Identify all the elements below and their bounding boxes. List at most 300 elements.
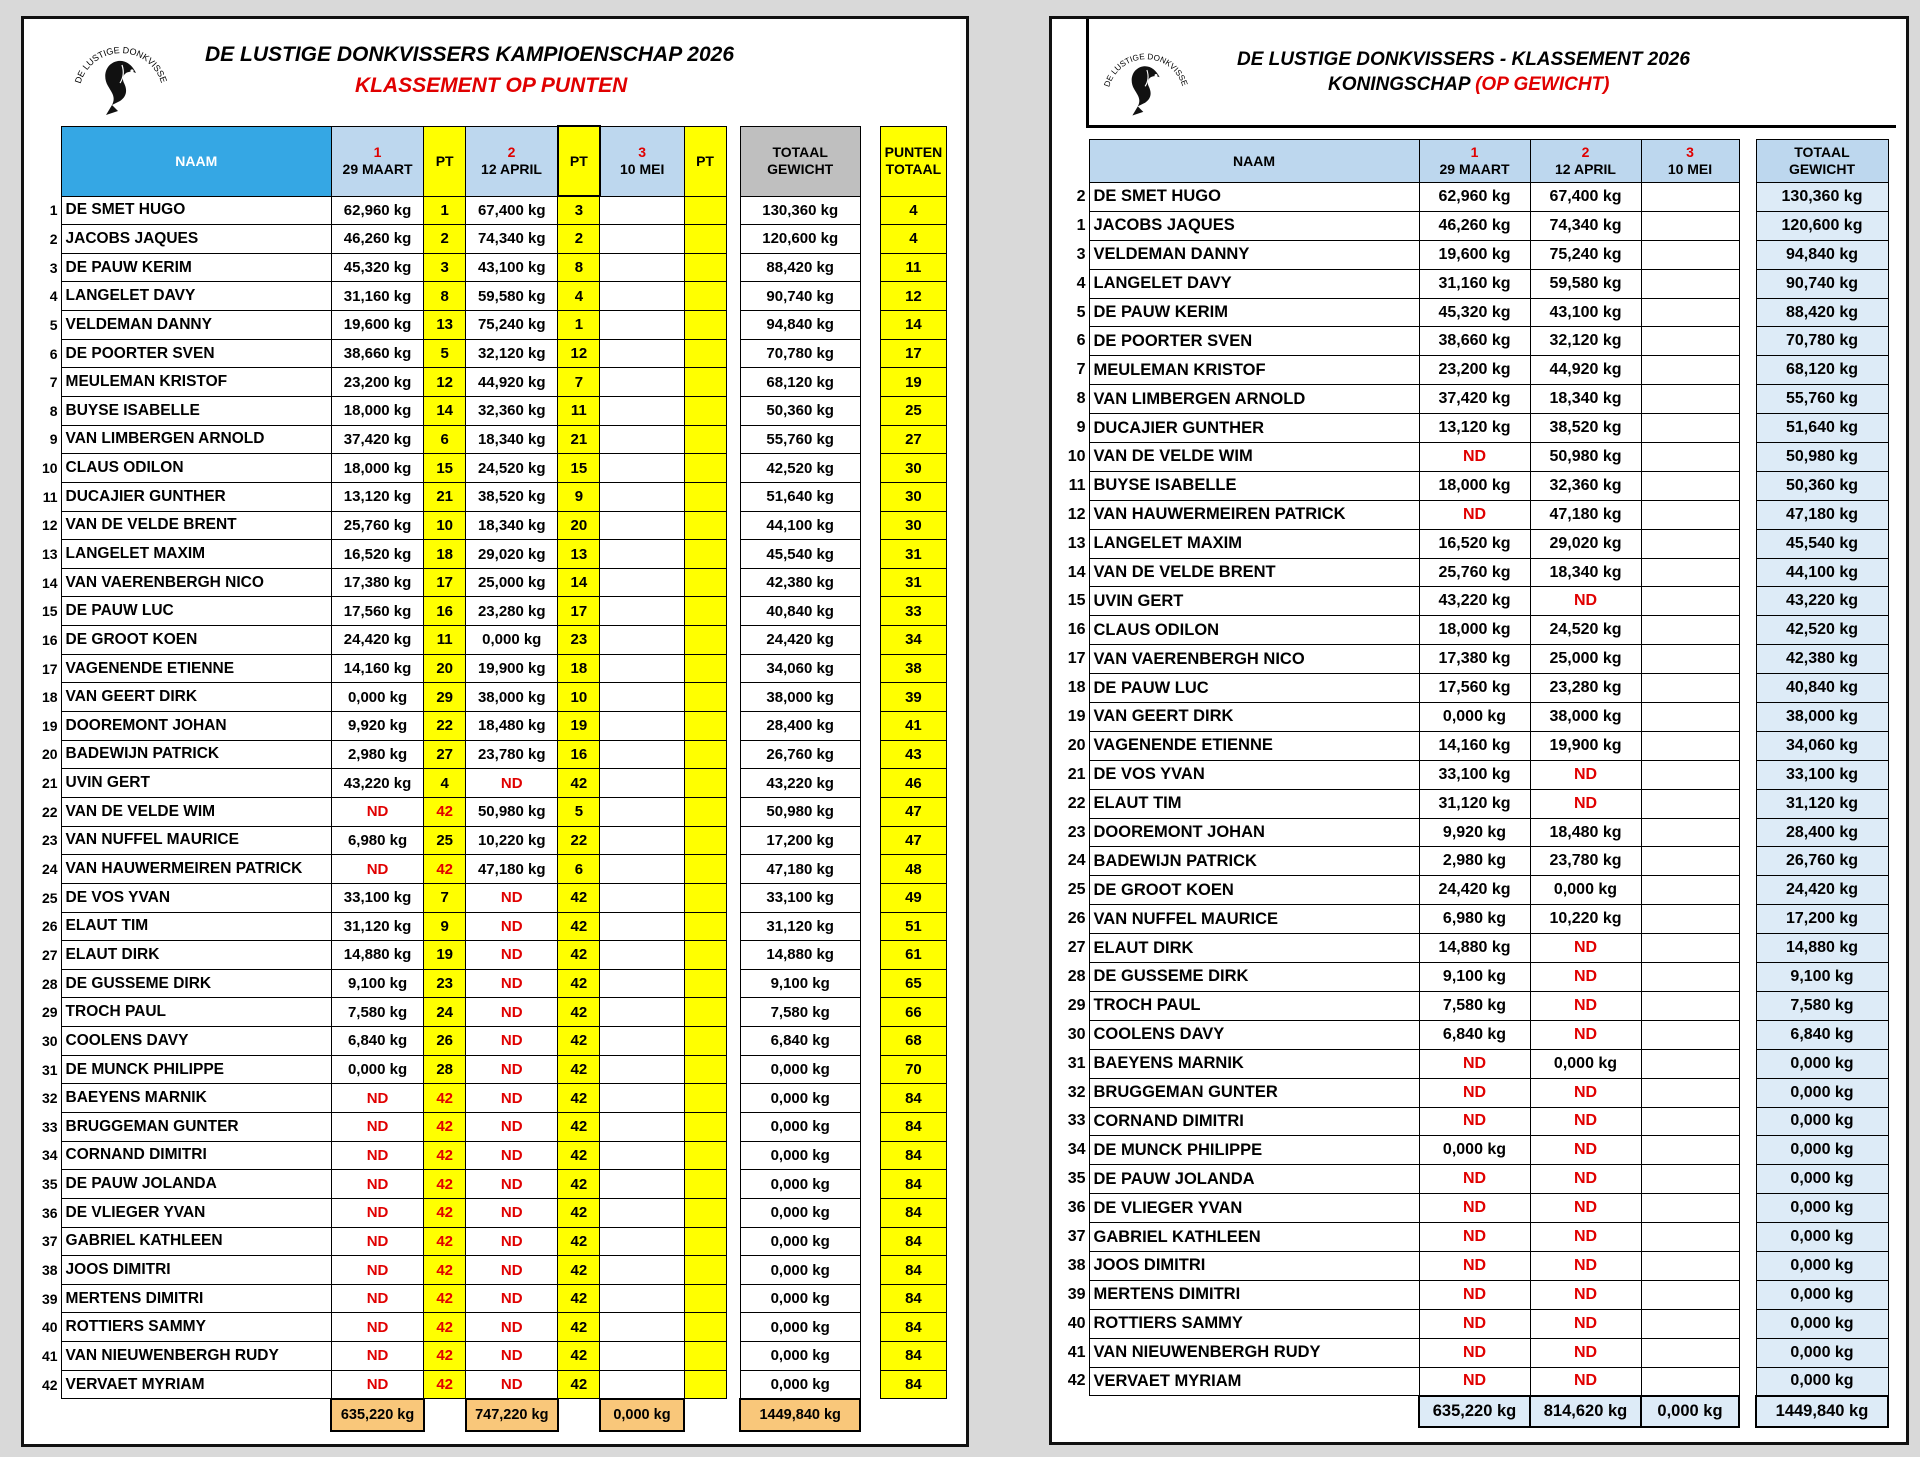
rank-number: 5 xyxy=(1076,303,1086,321)
weight-round-3 xyxy=(1641,674,1739,703)
header-totaal-gewicht: TOTAAL GEWICHT xyxy=(740,126,860,196)
angler-name: VAN NIEUWENBERGH RUDY xyxy=(61,1342,331,1371)
rank-number: 10 xyxy=(1067,447,1086,465)
weight-round-3 xyxy=(1641,1367,1739,1396)
weight-round-3 xyxy=(1641,414,1739,443)
weight-round-3 xyxy=(1641,1280,1739,1309)
angler-name: DE PAUW LUC xyxy=(1089,674,1419,703)
weight-round-1: 6,980 kg xyxy=(331,826,423,855)
points-round-1: 18 xyxy=(424,540,466,569)
points-round-1: 19 xyxy=(424,941,466,970)
rank-number: 12 xyxy=(1067,505,1086,523)
weight-round-1: ND xyxy=(331,1227,423,1256)
table-row xyxy=(1052,211,1888,240)
weight-round-1: 37,420 kg xyxy=(1419,385,1530,414)
rank-number: 32 xyxy=(1067,1083,1086,1101)
total-points: 27 xyxy=(880,425,946,454)
club-logo xyxy=(1096,39,1196,121)
rank-number: 16 xyxy=(1067,621,1086,639)
rank-number: 14 xyxy=(41,574,58,591)
points-round-2: 19 xyxy=(558,712,600,741)
total-weight: 42,520 kg xyxy=(1756,616,1888,645)
total-weight: 0,000 kg xyxy=(740,1113,860,1142)
angler-name: LANGELET MAXIM xyxy=(1089,529,1419,558)
table-row xyxy=(1052,183,1888,212)
weight-round-2: ND xyxy=(466,769,558,798)
weight-round-2: 29,020 kg xyxy=(466,540,558,569)
header-divider xyxy=(1086,125,1896,128)
points-round-1: 8 xyxy=(424,282,466,311)
points-round-2: 42 xyxy=(558,769,600,798)
points-round-3 xyxy=(684,1227,726,1256)
table-row xyxy=(1052,558,1888,587)
points-round-3 xyxy=(684,482,726,511)
angler-name: VERVAET MYRIAM xyxy=(61,1370,331,1399)
table-row xyxy=(27,1141,947,1170)
footer-total-round-3: 0,000 kg xyxy=(600,1399,684,1431)
weight-round-2: ND xyxy=(466,998,558,1027)
weight-round-3 xyxy=(600,540,684,569)
header-naam: NAAM xyxy=(61,126,331,196)
rank-number: 27 xyxy=(1067,939,1086,957)
table-row xyxy=(1052,731,1888,760)
rank-number: 14 xyxy=(1067,563,1086,581)
weight-round-1: ND xyxy=(1419,1338,1530,1367)
weight-round-1: 25,760 kg xyxy=(331,511,423,540)
total-weight: 0,000 kg xyxy=(740,1284,860,1313)
rank-number: 15 xyxy=(41,603,58,620)
angler-name: BAEYENS MARNIK xyxy=(1089,1049,1419,1078)
total-points: 46 xyxy=(880,769,946,798)
weight-round-3 xyxy=(1641,703,1739,732)
table-row xyxy=(27,597,947,626)
weight-round-2: 23,780 kg xyxy=(1530,847,1641,876)
weight-round-1: 6,840 kg xyxy=(1419,1020,1530,1049)
total-weight: 43,220 kg xyxy=(1756,587,1888,616)
rank-number: 40 xyxy=(1067,1314,1086,1332)
weight-round-2: ND xyxy=(466,1198,558,1227)
rank-number: 33 xyxy=(41,1118,58,1135)
points-round-2: 42 xyxy=(558,998,600,1027)
total-weight: 130,360 kg xyxy=(740,196,860,225)
total-weight: 28,400 kg xyxy=(1756,818,1888,847)
weight-round-3 xyxy=(600,511,684,540)
angler-name: DOOREMONT JOHAN xyxy=(1089,818,1419,847)
total-weight: 120,600 kg xyxy=(1756,211,1888,240)
weight-round-3 xyxy=(600,597,684,626)
weight-round-3 xyxy=(600,740,684,769)
total-weight: 33,100 kg xyxy=(740,883,860,912)
total-points: 84 xyxy=(880,1084,946,1113)
table-row xyxy=(1052,587,1888,616)
rank-number: 11 xyxy=(1068,476,1086,494)
points-round-2: 42 xyxy=(558,912,600,941)
weight-round-3 xyxy=(1641,1223,1739,1252)
weight-round-2: ND xyxy=(466,1055,558,1084)
weight-round-1: 38,660 kg xyxy=(1419,327,1530,356)
footer-total-weight: 1449,840 kg xyxy=(740,1399,860,1431)
table-row xyxy=(27,339,947,368)
weight-round-1: 9,100 kg xyxy=(331,969,423,998)
weight-round-2: 19,900 kg xyxy=(466,654,558,683)
points-round-3 xyxy=(684,1284,726,1313)
weight-round-2: ND xyxy=(1530,587,1641,616)
weight-round-2: 44,920 kg xyxy=(1530,356,1641,385)
rank-number: 20 xyxy=(41,746,58,763)
rank-number: 19 xyxy=(1067,707,1086,725)
points-round-3 xyxy=(684,597,726,626)
weight-round-3 xyxy=(1641,789,1739,818)
angler-name: JOOS DIMITRI xyxy=(61,1256,331,1285)
weight-round-1: 9,920 kg xyxy=(331,712,423,741)
total-weight: 88,420 kg xyxy=(1756,298,1888,327)
total-weight: 50,360 kg xyxy=(740,396,860,425)
weight-round-3 xyxy=(600,368,684,397)
weight-round-3 xyxy=(1641,183,1739,212)
header-pt-1: PT xyxy=(424,126,466,196)
total-weight: 50,980 kg xyxy=(1756,443,1888,472)
weight-round-2: 23,780 kg xyxy=(466,740,558,769)
table-row xyxy=(1052,269,1888,298)
total-weight: 9,100 kg xyxy=(740,969,860,998)
points-round-2: 11 xyxy=(558,396,600,425)
weight-round-1: 18,000 kg xyxy=(1419,471,1530,500)
points-round-3 xyxy=(684,1256,726,1285)
table-row xyxy=(27,797,947,826)
weight-round-2: 19,900 kg xyxy=(1530,731,1641,760)
rank-number: 19 xyxy=(41,717,58,734)
points-round-3 xyxy=(684,740,726,769)
weight-round-1: 24,420 kg xyxy=(331,626,423,655)
weight-round-1: 33,100 kg xyxy=(1419,760,1530,789)
weight-round-1: 17,560 kg xyxy=(331,597,423,626)
weight-round-2: ND xyxy=(1530,1194,1641,1223)
angler-name: JACOBS JAQUES xyxy=(1089,211,1419,240)
points-round-3 xyxy=(684,712,726,741)
angler-name: BADEWIJN PATRICK xyxy=(1089,847,1419,876)
rank-number: 13 xyxy=(41,546,58,562)
points-round-3 xyxy=(684,654,726,683)
points-round-2: 5 xyxy=(558,797,600,826)
weight-round-2: 25,000 kg xyxy=(466,568,558,597)
points-round-3 xyxy=(684,540,726,569)
weight-round-1: 31,160 kg xyxy=(1419,269,1530,298)
weight-round-2: 59,580 kg xyxy=(466,282,558,311)
table-row xyxy=(1052,240,1888,269)
angler-name: VAN VAERENBERGH NICO xyxy=(1089,645,1419,674)
total-weight: 0,000 kg xyxy=(740,1370,860,1399)
weight-round-3 xyxy=(1641,443,1739,472)
weight-round-2: 50,980 kg xyxy=(466,797,558,826)
weight-round-2: 32,360 kg xyxy=(466,396,558,425)
angler-name: UVIN GERT xyxy=(1089,587,1419,616)
rank-number: 31 xyxy=(41,1061,58,1078)
weight-round-3 xyxy=(600,969,684,998)
total-points: 84 xyxy=(880,1256,946,1285)
points-round-2: 42 xyxy=(558,1055,600,1084)
weight-round-1: 14,160 kg xyxy=(331,654,423,683)
angler-name: TROCH PAUL xyxy=(61,998,331,1027)
weight-round-2: ND xyxy=(1530,1223,1641,1252)
angler-name: CORNAND DIMITRI xyxy=(1089,1107,1419,1136)
table-row xyxy=(27,683,947,712)
weight-round-2: ND xyxy=(466,883,558,912)
table-row xyxy=(27,654,947,683)
points-round-3 xyxy=(684,1170,726,1199)
weight-round-2: 43,100 kg xyxy=(1530,298,1641,327)
points-round-1: 12 xyxy=(424,368,466,397)
points-round-1: 24 xyxy=(424,998,466,1027)
table-row xyxy=(1052,500,1888,529)
table-row xyxy=(27,482,947,511)
total-weight: 55,760 kg xyxy=(740,425,860,454)
weight-round-2: 67,400 kg xyxy=(1530,183,1641,212)
svg-text:DE LUSTIGE DONKVISSERS: DE LUSTIGE DONKVISSE xyxy=(1102,52,1190,88)
table-row xyxy=(27,855,947,884)
points-round-3 xyxy=(684,912,726,941)
rank-number: 7 xyxy=(49,374,58,391)
footer-total-round-1: 635,220 kg xyxy=(1419,1396,1530,1427)
rank-number: 3 xyxy=(49,259,58,276)
rank-number: 6 xyxy=(49,345,58,362)
points-round-1: 3 xyxy=(424,253,466,282)
table-row xyxy=(27,511,947,540)
rank-number: 37 xyxy=(1067,1228,1086,1245)
header-round-3: 3 10 MEI xyxy=(1641,140,1739,183)
total-points: 84 xyxy=(880,1170,946,1199)
table-row xyxy=(27,540,947,569)
weight-round-3 xyxy=(1641,1194,1739,1223)
weight-round-1: 31,160 kg xyxy=(331,282,423,311)
weight-round-3 xyxy=(600,1113,684,1142)
table-row xyxy=(1052,385,1888,414)
angler-name: COOLENS DAVY xyxy=(61,1027,331,1056)
total-weight: 0,000 kg xyxy=(740,1170,860,1199)
weight-round-3 xyxy=(600,425,684,454)
table-row xyxy=(1052,356,1888,385)
total-weight: 26,760 kg xyxy=(1756,847,1888,876)
angler-name: DUCAJIER GUNTHER xyxy=(61,482,331,511)
weight-round-3 xyxy=(1641,934,1739,963)
points-round-2: 42 xyxy=(558,941,600,970)
weight-round-2: ND xyxy=(1530,1251,1641,1280)
weight-round-1: 14,880 kg xyxy=(1419,934,1530,963)
angler-name: DE MUNCK PHILIPPE xyxy=(1089,1136,1419,1165)
weight-round-3 xyxy=(600,196,684,225)
rank-number: 29 xyxy=(41,1004,58,1021)
points-round-2: 6 xyxy=(558,855,600,884)
weight-round-2: 18,340 kg xyxy=(1530,385,1641,414)
points-round-1: 42 xyxy=(424,1141,466,1170)
weight-round-2: 38,000 kg xyxy=(466,683,558,712)
points-round-3 xyxy=(684,253,726,282)
table-row xyxy=(27,1027,947,1056)
points-round-2: 18 xyxy=(558,654,600,683)
table-row xyxy=(27,1370,947,1399)
footer-total-round-2: 747,220 kg xyxy=(466,1399,558,1431)
weight-round-1: ND xyxy=(1419,1367,1530,1396)
weight-round-3 xyxy=(600,1084,684,1113)
table-row xyxy=(27,969,947,998)
table-row xyxy=(1052,934,1888,963)
table-row xyxy=(27,1084,947,1113)
weight-round-1: 19,600 kg xyxy=(331,311,423,340)
total-weight: 43,220 kg xyxy=(740,769,860,798)
weight-round-2: ND xyxy=(466,969,558,998)
angler-name: ELAUT DIRK xyxy=(1089,934,1419,963)
points-round-2: 15 xyxy=(558,454,600,483)
points-round-2: 42 xyxy=(558,1170,600,1199)
rank-number: 40 xyxy=(41,1319,58,1336)
table-row xyxy=(27,253,947,282)
weight-round-1: 17,380 kg xyxy=(1419,645,1530,674)
weight-round-1: ND xyxy=(1419,1078,1530,1107)
rank-number: 39 xyxy=(41,1290,58,1307)
weight-round-1: ND xyxy=(331,1198,423,1227)
total-weight: 0,000 kg xyxy=(1756,1338,1888,1367)
points-round-3 xyxy=(684,225,726,254)
points-round-3 xyxy=(684,1198,726,1227)
rank-number: 35 xyxy=(41,1176,58,1193)
weight-round-3 xyxy=(600,941,684,970)
header-punten-totaal: PUNTEN TOTAAL xyxy=(880,126,946,196)
weight-round-1: 16,520 kg xyxy=(331,540,423,569)
points-round-1: 10 xyxy=(424,511,466,540)
angler-name: GABRIEL KATHLEEN xyxy=(1089,1223,1419,1252)
table-row xyxy=(27,1198,947,1227)
weight-round-2: 38,520 kg xyxy=(1530,414,1641,443)
points-round-1: 23 xyxy=(424,969,466,998)
rank-number: 34 xyxy=(1067,1141,1086,1159)
points-round-1: 4 xyxy=(424,769,466,798)
rank-number: 38 xyxy=(41,1262,58,1279)
rank-number: 35 xyxy=(1067,1170,1086,1188)
footer-total-round-2: 814,620 kg xyxy=(1530,1396,1641,1427)
weight-round-3 xyxy=(600,339,684,368)
weight-round-1: 18,000 kg xyxy=(331,454,423,483)
points-round-3 xyxy=(684,626,726,655)
points-round-1: 9 xyxy=(424,912,466,941)
total-points: 33 xyxy=(880,597,946,626)
total-weight: 45,540 kg xyxy=(1756,529,1888,558)
angler-name: ELAUT TIM xyxy=(61,912,331,941)
points-round-1: 42 xyxy=(424,1170,466,1199)
points-round-1: 20 xyxy=(424,654,466,683)
points-round-1: 42 xyxy=(424,1342,466,1371)
angler-name: MEULEMAN KRISTOF xyxy=(61,368,331,397)
angler-name: CLAUS ODILON xyxy=(1089,616,1419,645)
table-row xyxy=(27,311,947,340)
rank-number: 8 xyxy=(1076,390,1086,408)
table-row xyxy=(27,368,947,397)
rank-number: 28 xyxy=(41,975,58,992)
total-weight: 38,000 kg xyxy=(1756,703,1888,732)
rank-number: 42 xyxy=(41,1376,58,1393)
total-weight: 28,400 kg xyxy=(740,712,860,741)
total-points: 84 xyxy=(880,1227,946,1256)
rank-number: 8 xyxy=(49,402,58,419)
weight-round-1: 17,380 kg xyxy=(331,568,423,597)
weight-round-1: ND xyxy=(331,1141,423,1170)
weight-round-2: 24,520 kg xyxy=(466,454,558,483)
points-round-3 xyxy=(684,511,726,540)
table-row xyxy=(27,1170,947,1199)
total-weight: 0,000 kg xyxy=(740,1084,860,1113)
rank-number: 37 xyxy=(41,1233,58,1250)
table-row xyxy=(1052,963,1888,992)
weight-round-1: 0,000 kg xyxy=(331,683,423,712)
header-naam: NAAM xyxy=(1089,140,1419,183)
rank-number: 17 xyxy=(41,660,58,677)
weight-round-3 xyxy=(600,1227,684,1256)
points-round-1: 7 xyxy=(424,883,466,912)
weight-round-3 xyxy=(600,482,684,511)
rank-number: 2 xyxy=(1076,187,1086,205)
weight-round-2: 18,340 kg xyxy=(466,511,558,540)
total-weight: 0,000 kg xyxy=(740,1227,860,1256)
points-round-2: 42 xyxy=(558,1227,600,1256)
weight-round-1: 0,000 kg xyxy=(1419,703,1530,732)
rank-number: 20 xyxy=(1067,736,1086,754)
header-round-2: 2 12 APRIL xyxy=(1530,140,1641,183)
weight-round-2: ND xyxy=(1530,1280,1641,1309)
angler-name: VAN LIMBERGEN ARNOLD xyxy=(61,425,331,454)
angler-name: DE SMET HUGO xyxy=(61,196,331,225)
total-weight: 33,100 kg xyxy=(1756,760,1888,789)
weight-round-2: 74,340 kg xyxy=(466,225,558,254)
weight-round-3 xyxy=(600,855,684,884)
weight-round-1: 16,520 kg xyxy=(1419,529,1530,558)
rank-number: 18 xyxy=(41,689,58,706)
angler-name: VAGENENDE ETIENNE xyxy=(61,654,331,683)
rank-number: 25 xyxy=(1067,881,1086,899)
table-row xyxy=(1052,327,1888,356)
total-weight: 88,420 kg xyxy=(740,253,860,282)
rank-number: 18 xyxy=(1067,679,1086,697)
total-weight: 47,180 kg xyxy=(740,855,860,884)
rank-number: 23 xyxy=(1067,823,1086,841)
total-points: 70 xyxy=(880,1055,946,1084)
points-round-2: 42 xyxy=(558,1370,600,1399)
total-weight: 45,540 kg xyxy=(740,540,860,569)
table-row xyxy=(1052,1020,1888,1049)
weight-round-1: 62,960 kg xyxy=(331,196,423,225)
rank-number: 24 xyxy=(1067,852,1086,870)
total-weight: 0,000 kg xyxy=(1756,1309,1888,1338)
total-points: 17 xyxy=(880,339,946,368)
weight-round-3 xyxy=(1641,587,1739,616)
weight-round-3 xyxy=(1641,1020,1739,1049)
total-weight: 51,640 kg xyxy=(1756,414,1888,443)
weight-round-3 xyxy=(600,1370,684,1399)
points-round-2: 8 xyxy=(558,253,600,282)
points-round-3 xyxy=(684,883,726,912)
points-round-3 xyxy=(684,311,726,340)
angler-name: MERTENS DIMITRI xyxy=(61,1284,331,1313)
header-pt-3: PT xyxy=(684,126,726,196)
table-row xyxy=(1052,529,1888,558)
table-row xyxy=(27,396,947,425)
points-round-2: 12 xyxy=(558,339,600,368)
table-row xyxy=(1052,818,1888,847)
total-weight: 120,600 kg xyxy=(740,225,860,254)
angler-name: CORNAND DIMITRI xyxy=(61,1141,331,1170)
points-round-1: 42 xyxy=(424,1313,466,1342)
weight-round-3 xyxy=(1641,327,1739,356)
table-row xyxy=(1052,674,1888,703)
total-weight: 0,000 kg xyxy=(1756,1165,1888,1194)
points-round-2: 42 xyxy=(558,969,600,998)
